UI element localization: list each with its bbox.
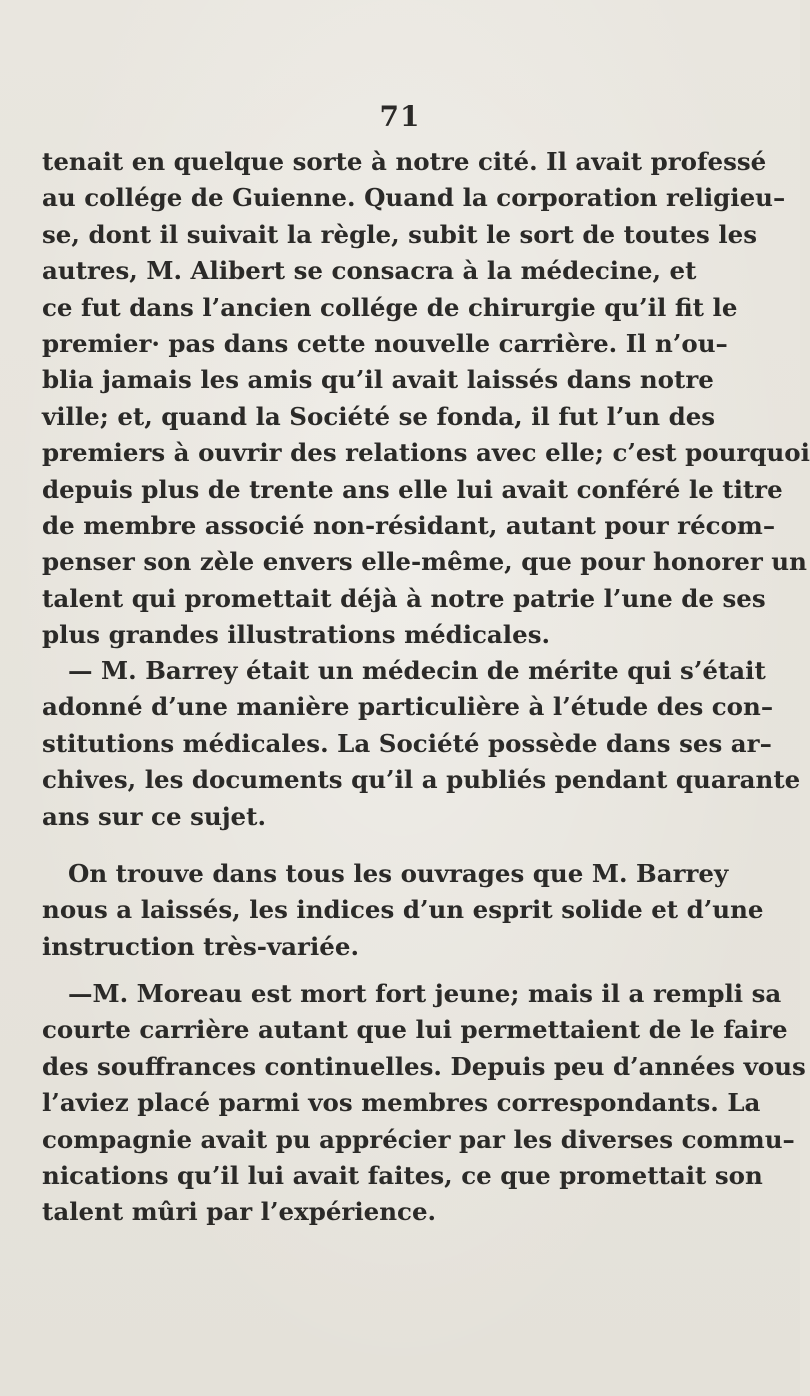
page-number: 71 [379,100,421,133]
text-line: ans sur ce sujet. [42,801,266,831]
text-line: stitutions médicales. La Société possède dans ses ar– [42,728,772,758]
text-line: — M. Barrey était un médecin de mérite qui s’était [68,656,766,685]
text-line: blia jamais les amis qu’il avait laissés dans notre [42,365,714,395]
text-line: nous a laissés, les indices d’un esprit solide et d’une [42,895,764,925]
text-line: autres, M. Alibert se consacra à la médecine, et [42,256,697,286]
text-line: de membre associé non-résidant, autant pour récom– [42,510,776,540]
text-line: des souffrances continuelles. Depuis peu d’années vous [42,1051,806,1081]
text-line: nications qu’il lui avait faites, ce que promettait son [42,1160,763,1190]
text-line: se, dont il suivait la règle, subit le sort de toutes les [42,219,758,249]
text-line: depuis plus de trente ans elle lui avait conféré le titre [42,474,783,504]
paragraph-2 [42,653,801,835]
text-line: adonné d’une manière particulière à l’étude des con– [42,692,774,722]
text-line: premiers à ouvrir des relations avec elle; c’est pourquoi [42,438,810,468]
paragraph-4 [42,976,806,1231]
text-line: talent mûri par l’expérience. [42,1197,437,1227]
text-line: ce fut dans l’ancien collége de chirurgie qu’il fit le [42,292,738,322]
text-line: —M. Moreau est mort fort jeune; mais il a rempli sa [68,979,782,1008]
text-line: On trouve dans tous les ouvrages que M. Barrey [68,859,729,888]
text-line: chives, les documents qu’il a publiés pendant quarante [42,765,801,795]
paragraph-1 [42,144,810,653]
text-line: premier· pas dans cette nouvelle carrière. Il n’ou– [42,328,728,358]
text-line: compagnie avait pu apprécier par les diverses commu– [42,1124,795,1154]
text-line: plus grandes illustrations médicales. [42,620,551,650]
text-line: instruction très-variée. [42,931,359,961]
text-line: ville; et, quand la Société se fonda, il fut l’un des [42,401,716,431]
text-line: l’aviez placé parmi vos membres correspondants. La [42,1088,761,1118]
text-line: penser son zèle envers elle-même, que pour honorer un [42,547,807,577]
paragraph-3 [42,856,764,965]
text-line: au collége de Guienne. Quand la corporation religieu– [42,183,786,213]
text-line: talent qui promettait déjà à notre patrie l’une de ses [42,583,766,613]
text-line: tenait en quelque sorte à notre cité. Il avait professé [42,147,767,176]
text-line: courte carrière autant que lui permettaient de le faire [42,1015,788,1045]
